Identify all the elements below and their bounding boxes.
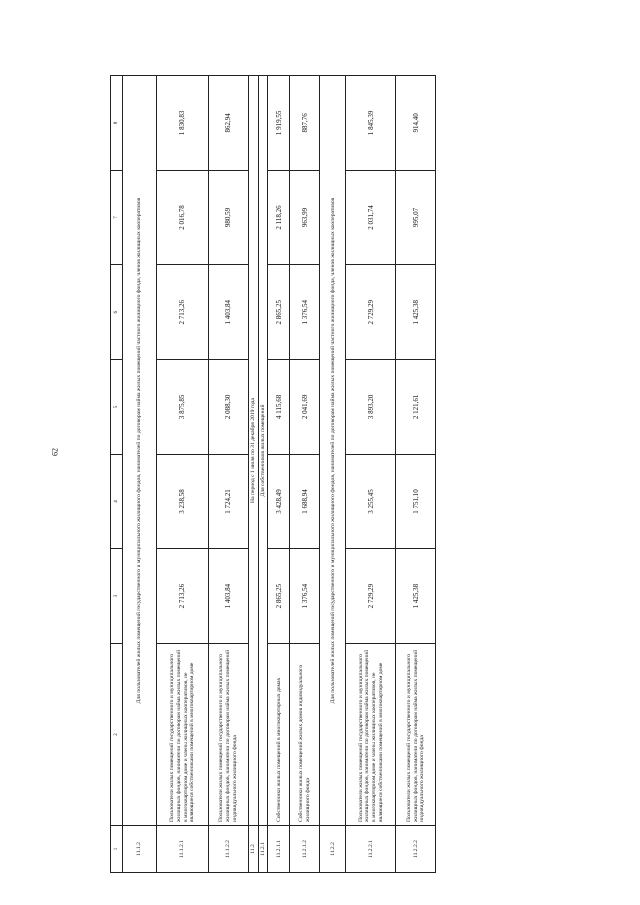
- tariff-value: 4 115,68: [268, 360, 290, 455]
- section-title: Для пользователей жилых помещений государственного и муниципального жилищного фондов, нанимателей по договорам найма жилых помещений частного жилищного фонда, членов жилищных кооперативов: [320, 76, 346, 826]
- column-number: 3: [111, 549, 123, 644]
- tariff-value: 2 016,78: [157, 170, 209, 265]
- table-row: [209, 76, 249, 873]
- table-row: [346, 76, 396, 873]
- tariff-value: 2 041,69: [290, 360, 320, 455]
- column-number: 6: [111, 265, 123, 360]
- tariff-value: 2 121,61: [396, 360, 436, 455]
- row-code: 11.1.2.1: [157, 826, 209, 873]
- tariff-value: 1 403,84: [209, 549, 249, 644]
- row-name: Пользователи жилых помещений государственного и муниципального жилищных фондов, наниматели по договорам найма жилых помещений индивидуального жилищного фонда: [396, 644, 436, 826]
- row-code: 11.1.2.2: [209, 826, 249, 873]
- tariff-value: 1 425,38: [396, 265, 436, 360]
- tariff-value: 1 403,84: [209, 265, 249, 360]
- tariff-value: 3 255,45: [346, 454, 396, 549]
- tariff-value: 3 428,49: [268, 454, 290, 549]
- column-number: 1: [111, 826, 123, 873]
- tariff-value: 3 875,85: [157, 360, 209, 455]
- row-name: Собственники жилых помещений жилых домов индивидуального жилищного фонда: [290, 644, 320, 826]
- tariff-value: 2 031,74: [346, 170, 396, 265]
- column-number: 4: [111, 454, 123, 549]
- tariff-table-container: [110, 75, 426, 873]
- section-row: [258, 76, 268, 873]
- section-title: Для пользователей жилых помещений государственного и муниципального жилищного фондов, нанимателей по договорам найма жилых помещений частного жилищного фонда, членов жилищных кооперативов: [123, 76, 157, 826]
- tariff-value: 2 118,26: [268, 170, 290, 265]
- tariff-value: 2 729,29: [346, 265, 396, 360]
- table-row: [157, 76, 209, 873]
- section-title: Для собственников жилых помещений: [258, 76, 268, 826]
- section-row: [320, 76, 346, 873]
- section-row: [123, 76, 157, 873]
- column-number: 5: [111, 360, 123, 455]
- tariff-value: 914,40: [396, 76, 436, 171]
- row-code: 11.2: [249, 826, 259, 873]
- tariff-value: 2 713,26: [157, 549, 209, 644]
- column-number: 7: [111, 170, 123, 265]
- tariff-table: [110, 75, 436, 873]
- tariff-value: 1 724,21: [209, 454, 249, 549]
- column-number: 8: [111, 76, 123, 171]
- tariff-value: 1 688,94: [290, 454, 320, 549]
- page-number: 62: [50, 448, 60, 456]
- tariff-value: 2 865,25: [268, 265, 290, 360]
- tariff-value: 2 865,25: [268, 549, 290, 644]
- row-code: 11.2.1.2: [290, 826, 320, 873]
- row-name: Пользователи жилых помещений государственного и муниципального жилищных фондов, наниматели по договорам найма жилых помещений в многоквартирном доме и члены жилищных кооперативов, не являющиеся собственниками помещений в многоквартирном доме: [346, 644, 396, 826]
- tariff-value: 1 751,10: [396, 454, 436, 549]
- table-row: [396, 76, 436, 873]
- row-name: Собственники жилых помещений в многоквартирных домах: [268, 644, 290, 826]
- tariff-value: 887,76: [290, 76, 320, 171]
- row-code: 11.2.2: [320, 826, 346, 873]
- tariff-value: 1 425,38: [396, 549, 436, 644]
- tariff-value: 3 238,58: [157, 454, 209, 549]
- row-code: 11.2.2.1: [346, 826, 396, 873]
- section-title: На период с 1 июля по 31 декабря 2019 года: [249, 76, 259, 826]
- row-name: Пользователи жилых помещений государственного и муниципального жилищных фондов, наниматели по договорам найма жилых помещений индивидуального жилищного фонда: [209, 644, 249, 826]
- tariff-value: 1 919,55: [268, 76, 290, 171]
- table-row: [268, 76, 290, 873]
- rotated-table-frame: [110, 75, 426, 873]
- column-number: 2: [111, 644, 123, 826]
- row-code: 11.2.1: [258, 826, 268, 873]
- tariff-value: 2 088,30: [209, 360, 249, 455]
- tariff-value: 3 893,20: [346, 360, 396, 455]
- tariff-value: 1 376,54: [290, 265, 320, 360]
- tariff-value: 862,94: [209, 76, 249, 171]
- tariff-value: 1 376,54: [290, 549, 320, 644]
- tariff-value: 2 729,29: [346, 549, 396, 644]
- row-code: 11.2.1.1: [268, 826, 290, 873]
- column-number-row: [111, 76, 123, 873]
- section-row: [249, 76, 259, 873]
- tariff-value: 2 713,26: [157, 265, 209, 360]
- tariff-value: 995,07: [396, 170, 436, 265]
- tariff-value: 980,59: [209, 170, 249, 265]
- table-row: [290, 76, 320, 873]
- row-name: Пользователи жилых помещений государственного и муниципального жилищных фондов, наниматели по договорам найма жилых помещений в многоквартирном доме и члены жилищных кооперативов, не являющиеся собственниками помещений в многоквартирном доме: [157, 644, 209, 826]
- tariff-value: 1 845,39: [346, 76, 396, 171]
- row-code: 11.1.2: [123, 826, 157, 873]
- tariff-value: 963,99: [290, 170, 320, 265]
- tariff-table-body: [111, 76, 436, 873]
- row-code: 11.2.2.2: [396, 826, 436, 873]
- tariff-value: 1 830,83: [157, 76, 209, 171]
